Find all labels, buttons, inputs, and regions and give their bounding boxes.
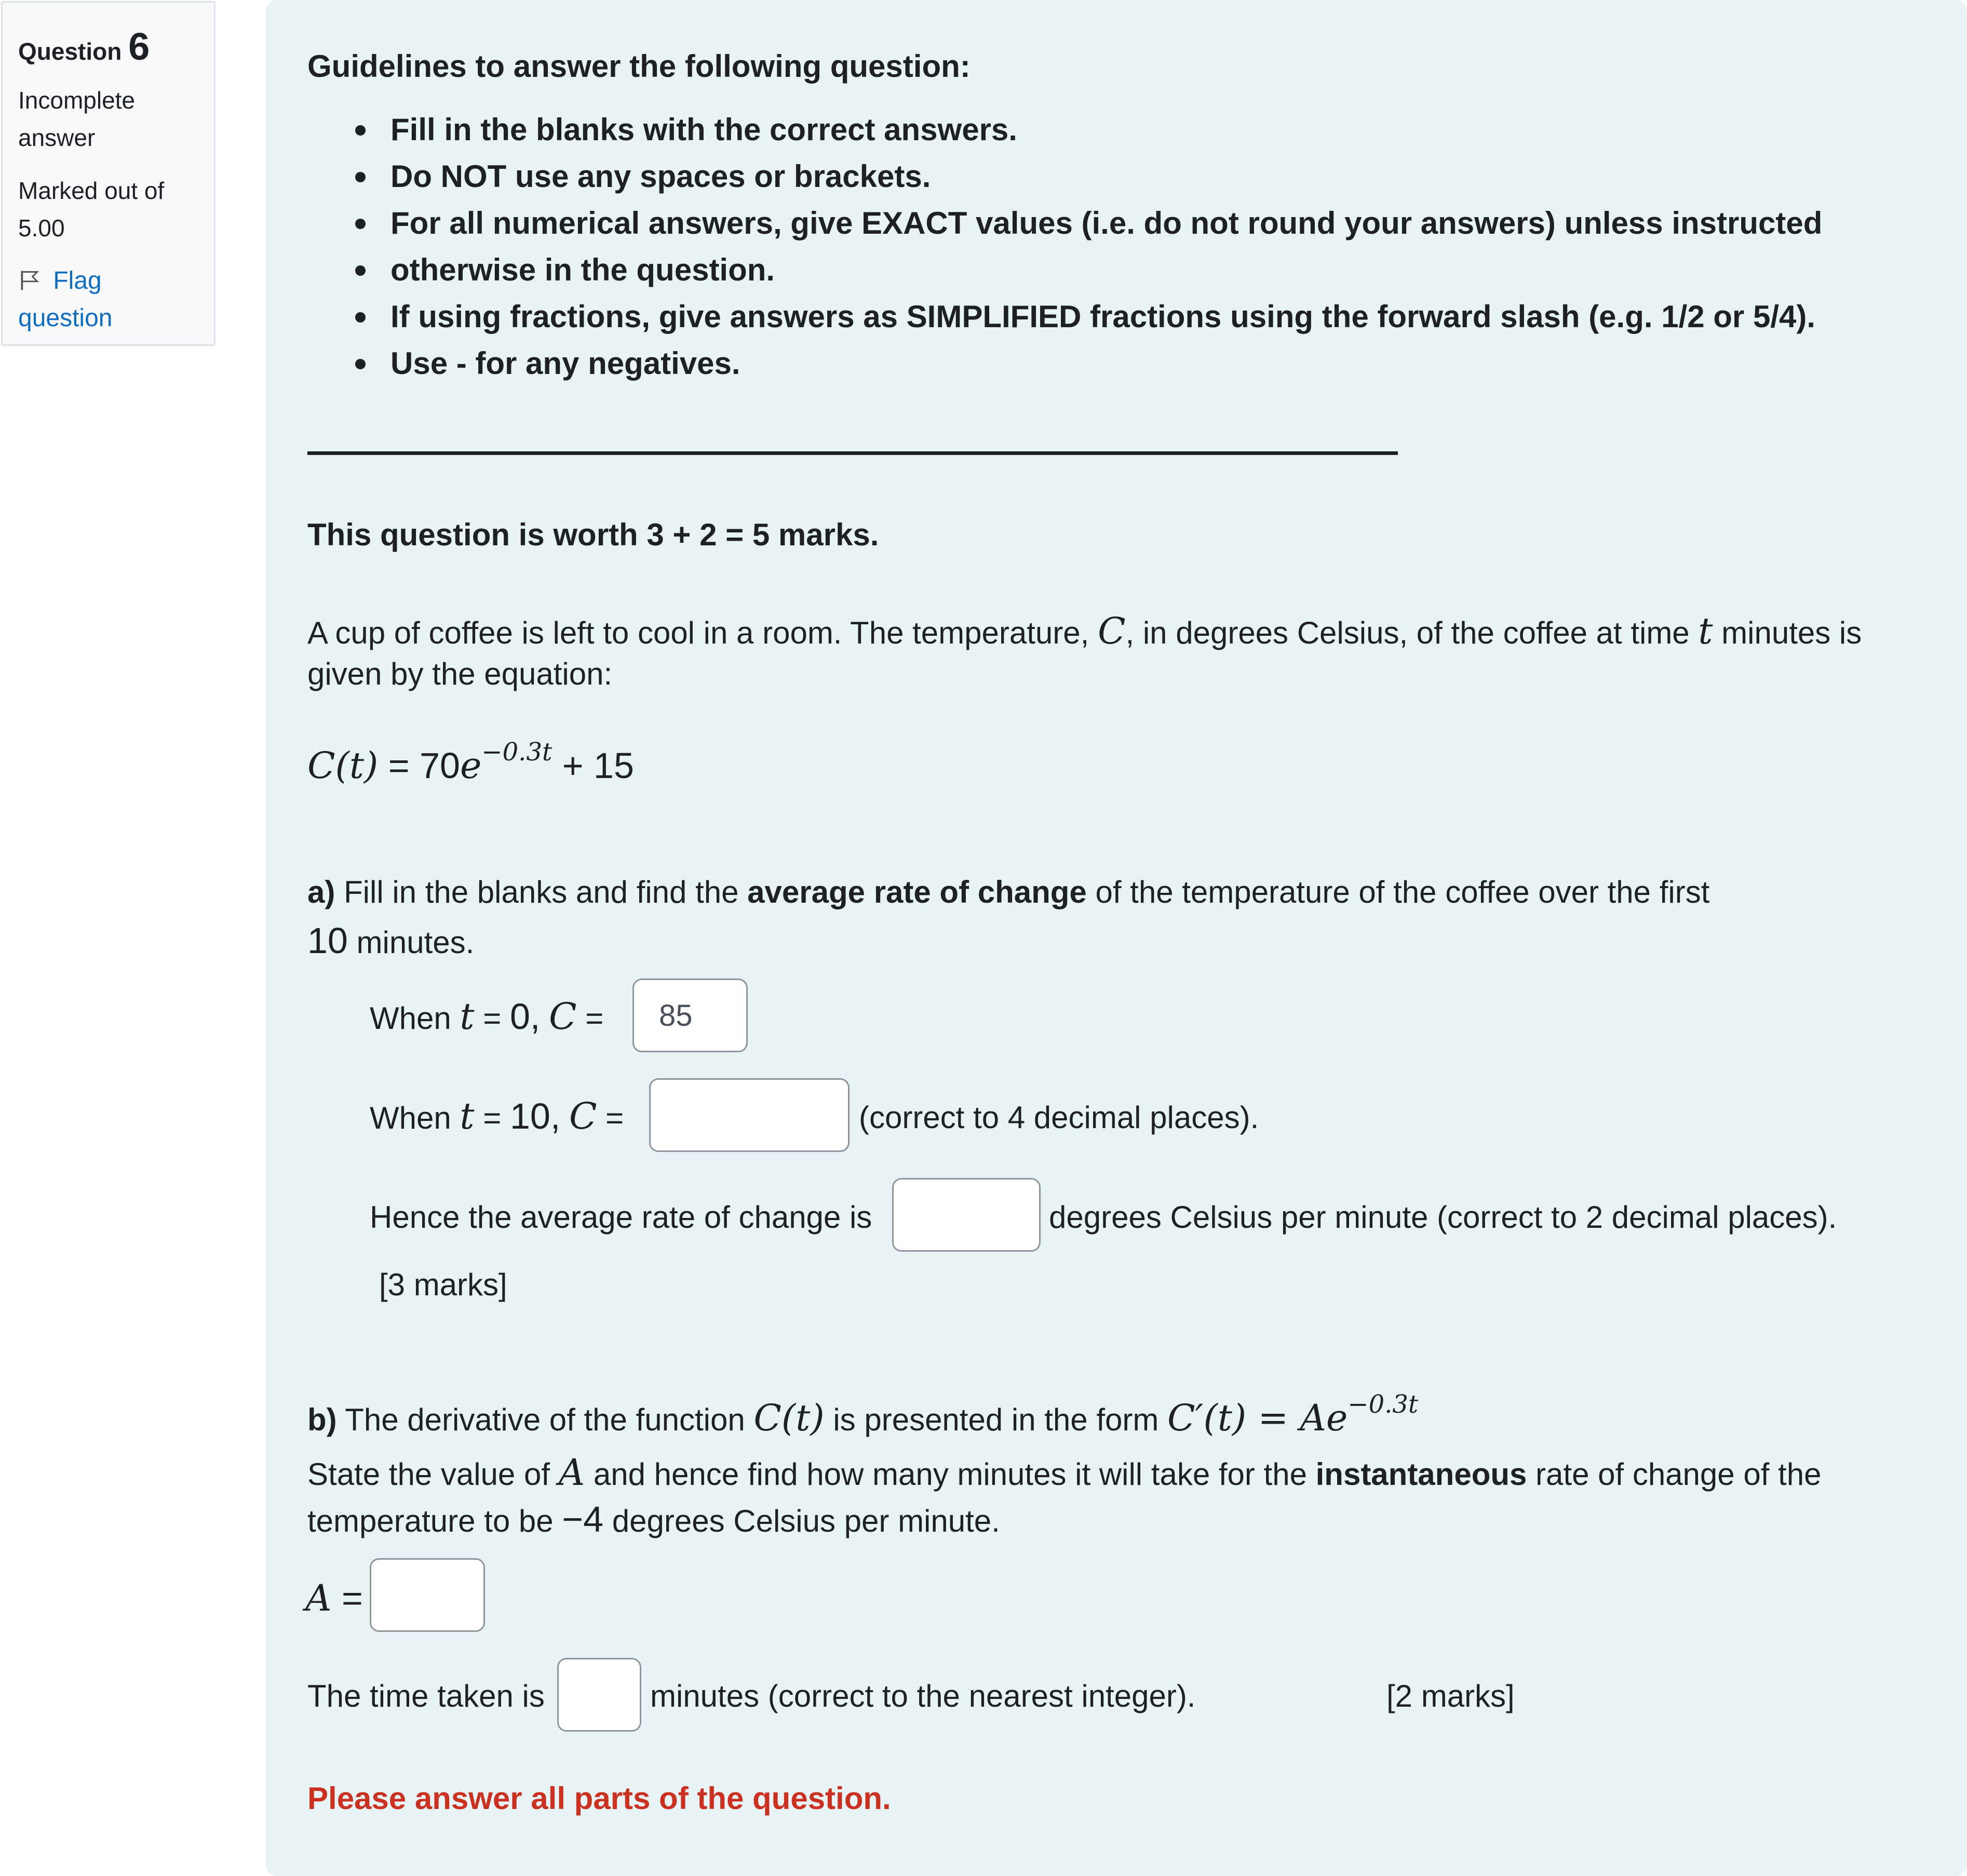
guideline-item: If using fractions, give answers as SIMPLIFIED fractions using the forward slash (e.g. 1/2 or 5/4).	[390, 293, 1822, 340]
part-a-marks: [3 marks]	[379, 1267, 507, 1302]
guideline-item: For all numerical answers, give EXACT values (i.e. do not round your answers) unless instructed	[390, 200, 1822, 247]
equation: $C(t) = 70e^{-0.3t} + 15$	[307, 738, 634, 787]
question-state: Incomplete answer	[18, 87, 136, 151]
guideline-item-continuation: otherwise in the question.	[390, 247, 1822, 293]
flag-icon	[18, 267, 48, 294]
part-a-row-3-suffix: degrees Celsius per minute (correct to 2 decimal places).	[1049, 1200, 1837, 1235]
part-a-row-2-label: When t = 10, C =	[370, 1095, 624, 1137]
divider	[307, 451, 1398, 455]
question-info-panel	[1, 1, 215, 346]
intro-line-1: A cup of coffee is left to cool in a room. The temperature, C, in degrees Celsius, of the coffee at time t minutes is	[307, 610, 1862, 652]
part-b-time-suffix: minutes (correct to the nearest integer).	[650, 1679, 1196, 1713]
part-b-marks: [2 marks]	[1386, 1679, 1515, 1713]
guidelines-heading: Guidelines to answer the following question:	[307, 49, 971, 84]
question-grade: Marked out of 5.00	[18, 177, 165, 242]
part-b-line-3: temperature to be −4 degrees Celsius per minute.	[307, 1499, 1000, 1539]
flag-question-label[interactable]: Flag question	[18, 267, 113, 332]
part-a-line-1: a) Fill in the blanks and find the average rate of change of the temperature of the coffee over the first	[307, 875, 1710, 909]
question-label: Question	[18, 38, 122, 65]
intro-line-2: given by the equation:	[307, 656, 613, 691]
guideline-item: Do NOT use any spaces or brackets.	[390, 153, 1822, 200]
part-b-line-1: b) The derivative of the function C(t) is presented in the form $C'(t) = Ae^{-0.3t}$	[307, 1390, 1419, 1439]
flag-question-link[interactable]	[18, 262, 198, 337]
question-number	[18, 25, 198, 68]
part-b-a-label: A =	[305, 1577, 363, 1619]
guideline-item: Fill in the blanks with the correct answers.	[390, 106, 1822, 153]
marks-worth: This question is worth 3 + 2 = 5 marks.	[307, 517, 879, 552]
part-a-line-2: 10 minutes.	[307, 920, 475, 961]
part-a-row-2-suffix: (correct to 4 decimal places).	[859, 1100, 1259, 1135]
part-b-line-2: State the value of A and hence find how many minutes it will take for the instantaneous rate of change of the	[307, 1451, 1822, 1494]
guidelines-list	[390, 106, 1822, 387]
answer-input-time[interactable]	[557, 1658, 641, 1732]
question-number-value: 6	[128, 25, 150, 68]
guideline-item: Use - for any negatives.	[390, 340, 1822, 387]
question-content	[266, 0, 1967, 1876]
answer-input-c-at-0[interactable]: 85	[632, 979, 748, 1052]
part-b-time-prefix: The time taken is	[307, 1679, 545, 1713]
part-a-row-1-label: When t = 0, C =	[370, 995, 604, 1038]
answer-input-average-rate[interactable]	[892, 1178, 1041, 1252]
answer-input-c-at-10[interactable]	[649, 1078, 850, 1152]
answer-input-a[interactable]	[370, 1558, 485, 1632]
validation-error: Please answer all parts of the question.	[307, 1781, 891, 1816]
part-a-row-3-prefix: Hence the average rate of change is	[370, 1200, 872, 1235]
